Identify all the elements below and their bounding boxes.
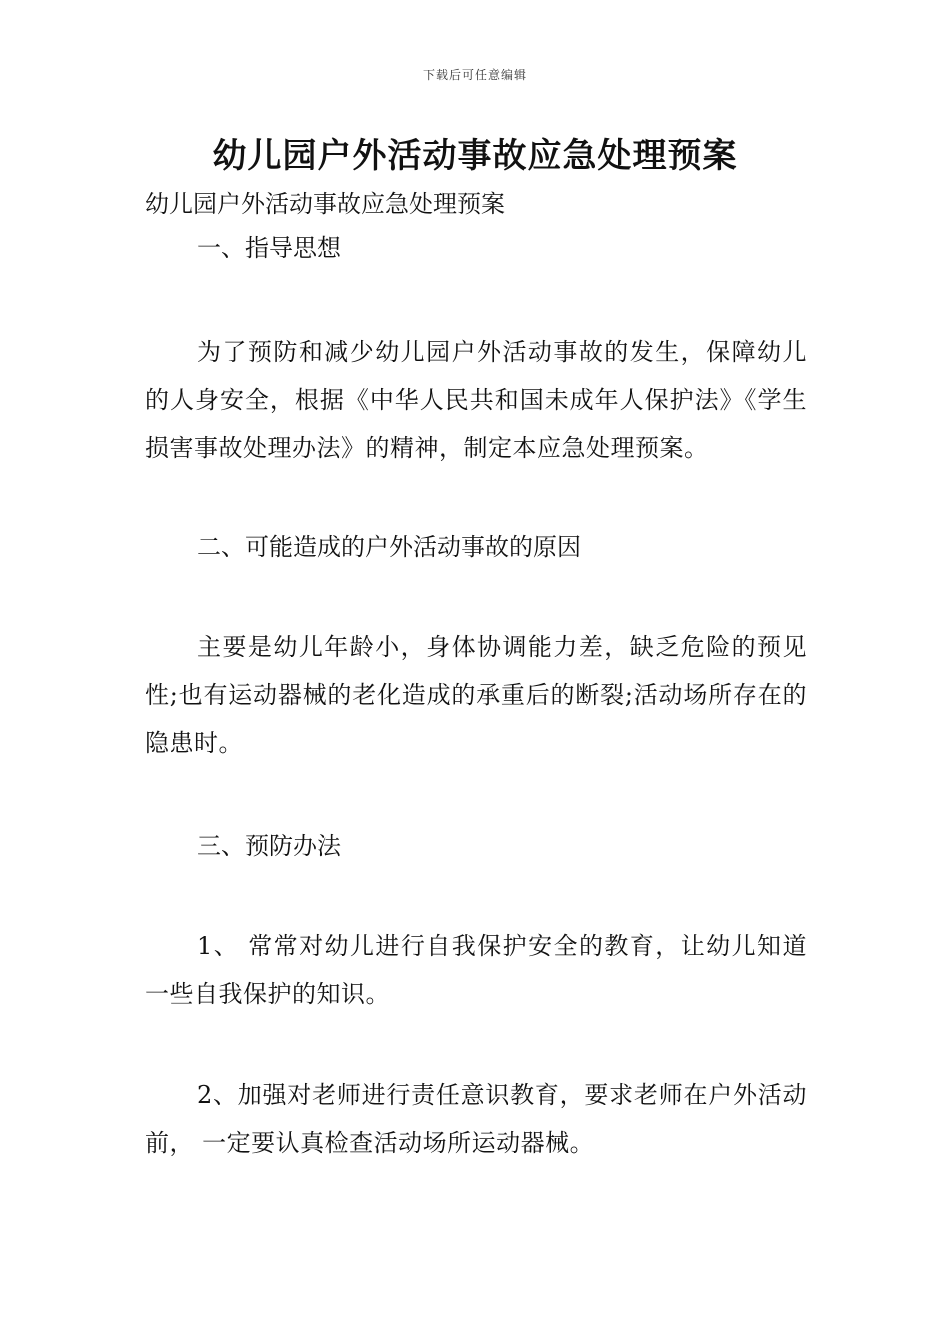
section-body-guiding-thought: 为了预防和减少幼儿园户外活动事故的发生，保障幼儿的人身安全，根据《中华人民共和国未成年人保护法》《学生损害事故处理办法》的精神，制定本应急处理预案。 [145, 338, 807, 462]
prevention-item-2: 2、加强对老师进行责任意识教育，要求老师在户外活动前， 一定要认真检查活动场所运动器械。 [145, 1081, 807, 1157]
document-title: 幼儿园户外活动事故应急处理预案 [212, 136, 738, 176]
section-body-causes: 主要是幼儿年龄小，身体协调能力差，缺乏危险的预见性;也有运动器械的老化造成的承重后的断裂;活动场所存在的隐患时。 [145, 633, 807, 757]
section-heading-guiding-thought: 一、指导思想 [197, 234, 341, 262]
section-heading-prevention: 三、预防办法 [197, 832, 341, 860]
document-subtitle: 幼儿园户外活动事故应急处理预案 [145, 190, 505, 218]
section-heading-causes: 二、可能造成的户外活动事故的原因 [197, 533, 581, 561]
prevention-item-1: 1、 常常对幼儿进行自我保护安全的教育，让幼儿知道一些自我保护的知识。 [145, 932, 807, 1008]
header-note: 下载后可任意编辑 [422, 68, 527, 82]
